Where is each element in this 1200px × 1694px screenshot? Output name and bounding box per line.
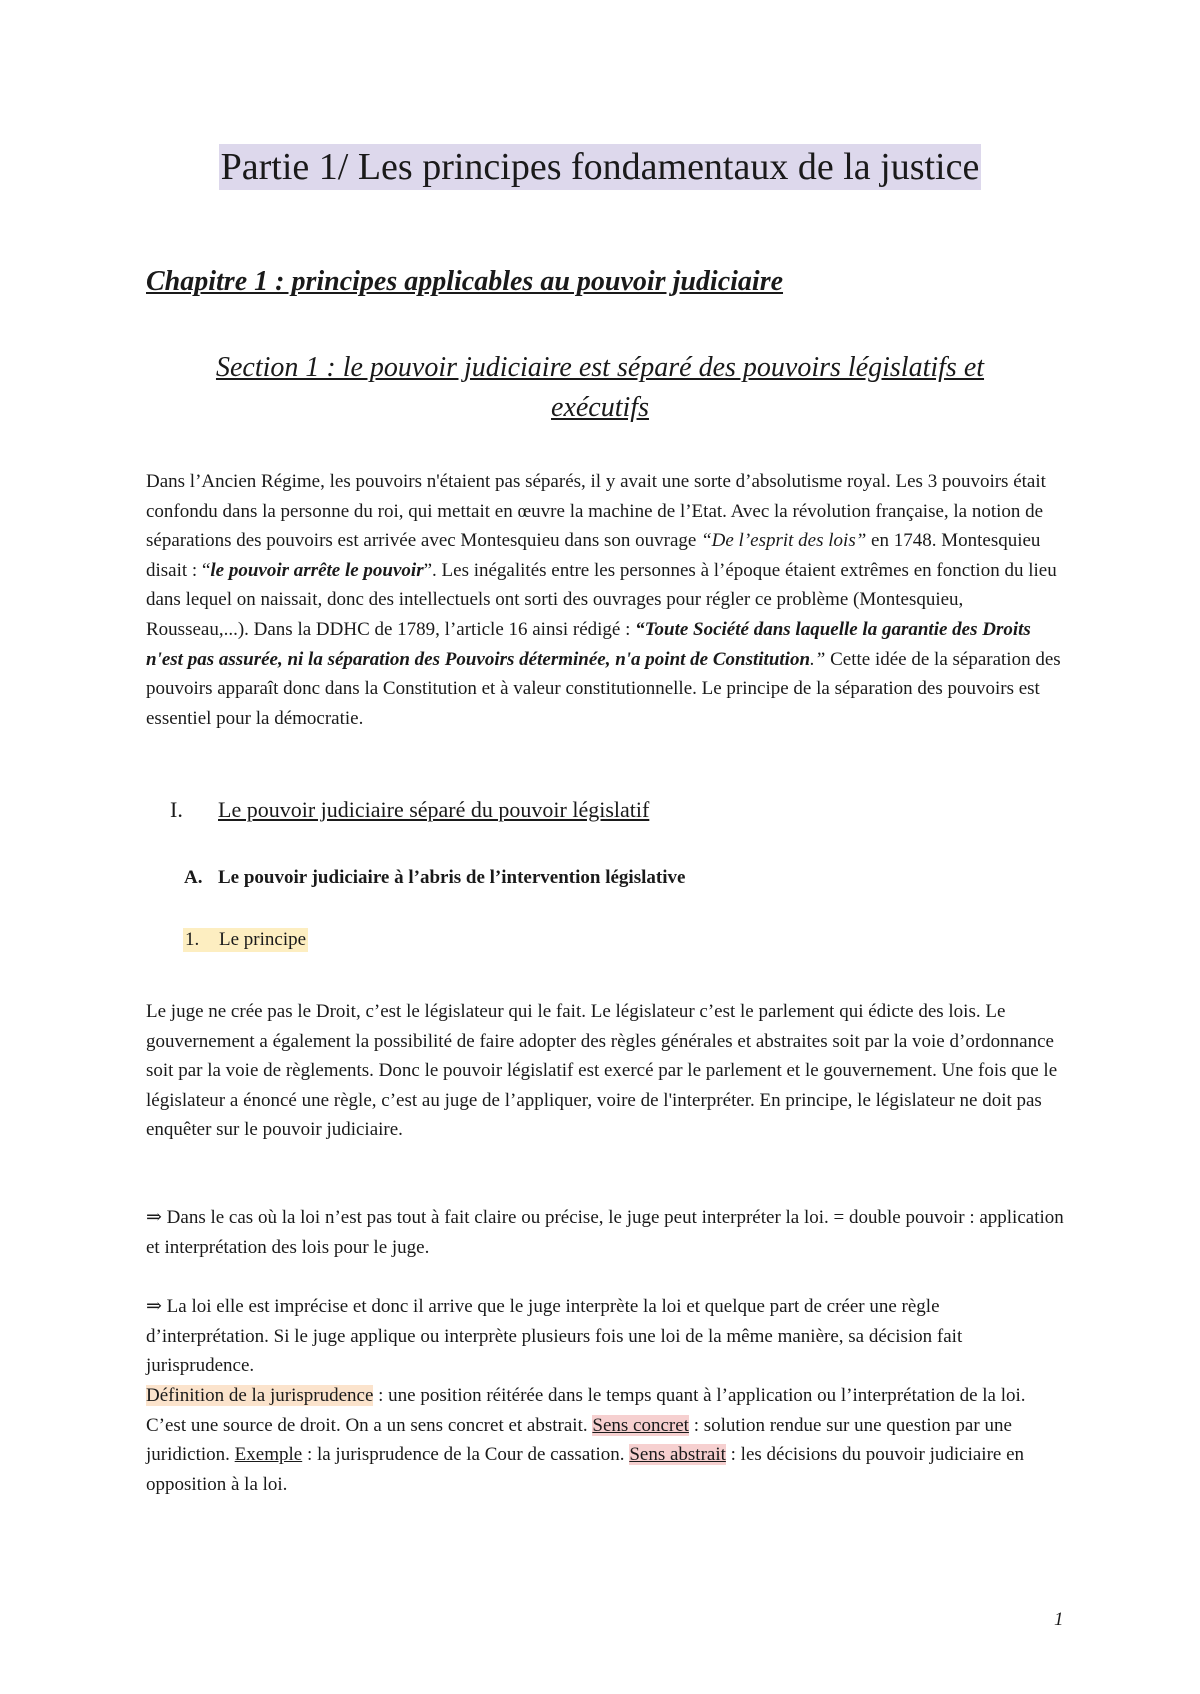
paragraph-arrow-2: ⇒ La loi elle est imprécise et donc il arrive que le juge interprète la loi et quelque part de créer une règle d’interprétation. Si le juge applique ou interprète plusieurs fois une loi de la même manière, sa décision fait jurisprudence. [146,1296,963,1377]
definition-label: Définition de la jurisprudence [146,1385,374,1406]
part-title [0,145,1200,189]
part-title-text: Partie 1/ Les principes fondamentaux de la justice [220,146,980,188]
text-run: : les décisions du pouvoir judiciaire en opposition à la loi. [146,1444,1025,1495]
paragraph-definition [146,1381,1066,1499]
heading-numbered [183,928,308,952]
sens-abstrait-label: Sens abstrait [629,1444,726,1466]
paragraph-intro [146,467,1066,733]
paragraph-principle: Le juge ne crée pas le Droit, c’est le législateur qui le fait. Le législateur c’est le parlement qui édicte des lois. Le gouvernement a également la possibilité de faire adopter des règles générales et abstraites soit par la voie d’ordonnance soit par la voie de règlements. Donc le pouvoir législatif est exercé par le parlement et le gouvernement. Une fois que le législateur a énoncé une règle, c’est au juge de l’appliquer, voire de l'interpréter. En principe, le législateur ne doit pas enquêter sur le pouvoir judiciaire. [146,1001,1058,1141]
text-run: Cette idée de la séparation des pouvoirs apparaît donc dans la Constitution et à valeur constitutionnelle. Le principe de la séparation des pouvoirs est essentiel pour la démocratie. [146,648,1061,729]
heading-number: I. [170,797,183,822]
page-number: 1 [1054,1609,1064,1630]
exemple-label: Exemple [234,1444,303,1466]
text-run: : une position réitérée dans le temps quant à l’application ou l’interprétation de la loi. C’est une source de droit. On a un sens concret et abstrait. [146,1385,1026,1436]
heading-text: Le pouvoir judiciaire séparé du pouvoir législatif [218,797,650,822]
paragraph-arrow-1: ⇒ Dans le cas où la loi n’est pas tout à fait claire ou précise, le juge peut interpréter la loi. = double pouvoir : application et interprétation des lois pour le juge. [146,1207,1064,1258]
heading-letter [184,867,685,889]
text-run: Dans l’Ancien Régime, les pouvoirs n'étaient pas séparés, il y avait une sorte d’absolutisme royal. Les 3 pouvoirs était confondu dans la personne du roi, qui mettait en œuvre la machine de l’Etat. Avec la révolution française, la notion de séparations des pouvoirs est arrivée avec Montesquieu dans son ouvrage [146,471,1046,552]
heading-number: 1. [185,929,200,950]
heading-roman [170,797,649,823]
heading-text: Le principe [219,929,307,950]
text-run: : solution rendue sur une question par une juridiction. [146,1414,1012,1466]
text-run: .” [810,648,826,670]
chapter-title: Chapitre 1 : principes applicables au pouvoir judiciaire [146,266,784,297]
text-run: en 1748. Montesquieu disait : “ [146,530,1041,581]
heading-text: Le pouvoir judiciaire à l’abris de l’intervention législative [218,867,686,888]
heading-number: A. [184,867,203,888]
section-title: Section 1 : le pouvoir judiciaire est séparé des pouvoirs législatifs et exécutifs [215,352,985,423]
book-title: “De l’esprit des lois” [701,530,867,552]
text-run: : la jurisprudence de la Cour de cassation. [302,1444,630,1466]
quote-montesquieu: le pouvoir arrête le pouvoir [210,559,424,581]
text-run: ”. Les inégalités entre les personnes à l’époque étaient extrêmes en fonction du lieu dans lequel on naissait, donc des intellectuels ont sorti des ouvrages pour régler ce problème (Montesquieu, Rousseau,...). Dans la DDHC de 1789, l’article 16 ainsi rédigé : [146,559,1057,640]
quote-ddhc: “Toute Société dans laquelle la garantie des Droits n'est pas assurée, ni la séparation des Pouvoirs déterminée, n'a point de Constitution [146,618,1031,670]
sens-concret-label: Sens concret [592,1414,689,1436]
